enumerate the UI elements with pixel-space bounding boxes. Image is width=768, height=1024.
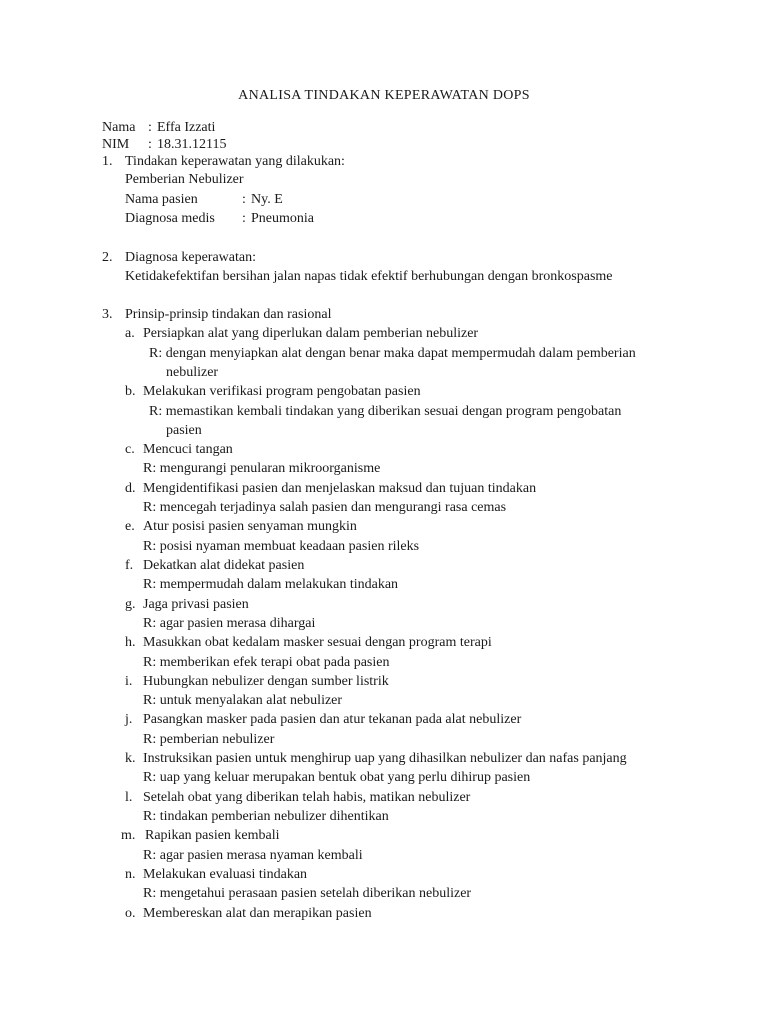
list-item-letter: h. bbox=[125, 635, 136, 650]
patient-name-separator: : bbox=[242, 192, 246, 207]
list-item-letter: b. bbox=[125, 384, 136, 399]
list-item-text: Melakukan evaluasi tindakan bbox=[143, 867, 308, 882]
nursing-diagnosis-text: Ketidakefektifan bersihan jalan napas tidak efektif berhubungan dengan bronkospasme bbox=[125, 269, 613, 284]
list-item-text: Persiapkan alat yang diperlukan dalam pemberian nebulizer bbox=[143, 326, 479, 341]
medical-diagnosis-separator: : bbox=[242, 211, 246, 226]
list-item-rationale-continued: nebulizer bbox=[166, 365, 219, 380]
list-item-rationale: R: pemberian nebulizer bbox=[143, 732, 275, 747]
list-item-letter: j. bbox=[125, 712, 133, 727]
medical-diagnosis-label: Diagnosa medis bbox=[125, 211, 215, 226]
list-item-rationale: R: mencegah terjadinya salah pasien dan mengurangi rasa cemas bbox=[143, 500, 507, 515]
list-item-letter: g. bbox=[125, 597, 136, 612]
action-text: Pemberian Nebulizer bbox=[125, 172, 244, 187]
list-item-text: Setelah obat yang diberikan telah habis, matikan nebulizer bbox=[143, 790, 471, 805]
patient-name-value: Ny. E bbox=[251, 192, 283, 207]
list-item-letter: k. bbox=[125, 751, 136, 766]
section-2-heading: Diagnosa keperawatan: bbox=[125, 250, 256, 265]
list-item-text: Dekatkan alat didekat pasien bbox=[143, 558, 305, 573]
nim-separator: : bbox=[148, 137, 152, 152]
list-item-text: Masukkan obat kedalam masker sesuai dengan program terapi bbox=[143, 635, 492, 650]
list-item-letter: n. bbox=[125, 867, 136, 882]
list-item-rationale-continued: pasien bbox=[166, 423, 202, 438]
list-item-rationale: R: uap yang keluar merupakan bentuk obat yang perlu dihirup pasien bbox=[143, 770, 531, 785]
list-item-letter: f. bbox=[125, 558, 134, 573]
nama-separator: : bbox=[148, 120, 152, 135]
list-item-letter: a. bbox=[125, 326, 135, 341]
list-item-letter: d. bbox=[125, 481, 136, 496]
list-item-rationale: R: dengan menyiapkan alat dengan benar maka dapat mempermudah dalam pemberian bbox=[149, 346, 636, 361]
section-1-number: 1. bbox=[102, 154, 113, 169]
list-item-text: Mengidentifikasi pasien dan menjelaskan maksud dan tujuan tindakan bbox=[143, 481, 537, 496]
list-item-text: Rapikan pasien kembali bbox=[145, 828, 280, 843]
page-title: ANALISA TINDAKAN KEPERAWATAN DOPS bbox=[238, 88, 530, 103]
list-item-rationale: R: mengurangi penularan mikroorganisme bbox=[143, 461, 381, 476]
list-item-rationale: R: agar pasien merasa nyaman kembali bbox=[143, 848, 363, 863]
list-item-rationale: R: untuk menyalakan alat nebulizer bbox=[143, 693, 343, 708]
medical-diagnosis-value: Pneumonia bbox=[251, 211, 314, 226]
section-1-heading: Tindakan keperawatan yang dilakukan: bbox=[125, 154, 345, 169]
list-item-text: Atur posisi pasien senyaman mungkin bbox=[143, 519, 357, 534]
list-item-letter: o. bbox=[125, 906, 136, 921]
list-item-letter: m. bbox=[121, 828, 136, 843]
list-item-rationale: R: memastikan kembali tindakan yang diberikan sesuai dengan program pengobatan bbox=[149, 404, 622, 419]
patient-name-label: Nama pasien bbox=[125, 192, 198, 207]
nim-value: 18.31.12115 bbox=[157, 137, 227, 152]
list-item-rationale: R: mempermudah dalam melakukan tindakan bbox=[143, 577, 399, 592]
list-item-text: Instruksikan pasien untuk menghirup uap yang dihasilkan nebulizer dan nafas panjang bbox=[143, 751, 627, 766]
list-item-letter: c. bbox=[125, 442, 135, 457]
nama-value: Effa Izzati bbox=[157, 120, 216, 135]
list-item-text: Mencuci tangan bbox=[143, 442, 233, 457]
section-2-number: 2. bbox=[102, 250, 113, 265]
list-item-text: Pasangkan masker pada pasien dan atur tekanan pada alat nebulizer bbox=[143, 712, 522, 727]
list-item-text: Hubungkan nebulizer dengan sumber listrik bbox=[143, 674, 389, 689]
list-item-text: Membereskan alat dan merapikan pasien bbox=[143, 906, 372, 921]
section-3-heading: Prinsip-prinsip tindakan dan rasional bbox=[125, 307, 332, 322]
list-item-rationale: R: agar pasien merasa dihargai bbox=[143, 616, 316, 631]
list-item-rationale: R: mengetahui perasaan pasien setelah diberikan nebulizer bbox=[143, 886, 472, 901]
list-item-text: Jaga privasi pasien bbox=[143, 597, 249, 612]
nama-label: Nama bbox=[102, 120, 136, 135]
list-item-letter: l. bbox=[125, 790, 133, 805]
list-item-rationale: R: tindakan pemberian nebulizer dihentikan bbox=[143, 809, 389, 824]
list-item-rationale: R: posisi nyaman membuat keadaan pasien rileks bbox=[143, 539, 420, 554]
list-item-letter: i. bbox=[125, 674, 133, 689]
list-item-letter: e. bbox=[125, 519, 135, 534]
nim-label: NIM bbox=[102, 137, 130, 152]
list-item-rationale: R: memberikan efek terapi obat pada pasien bbox=[143, 655, 390, 670]
list-item-text: Melakukan verifikasi program pengobatan pasien bbox=[143, 384, 421, 399]
section-3-number: 3. bbox=[102, 307, 113, 322]
